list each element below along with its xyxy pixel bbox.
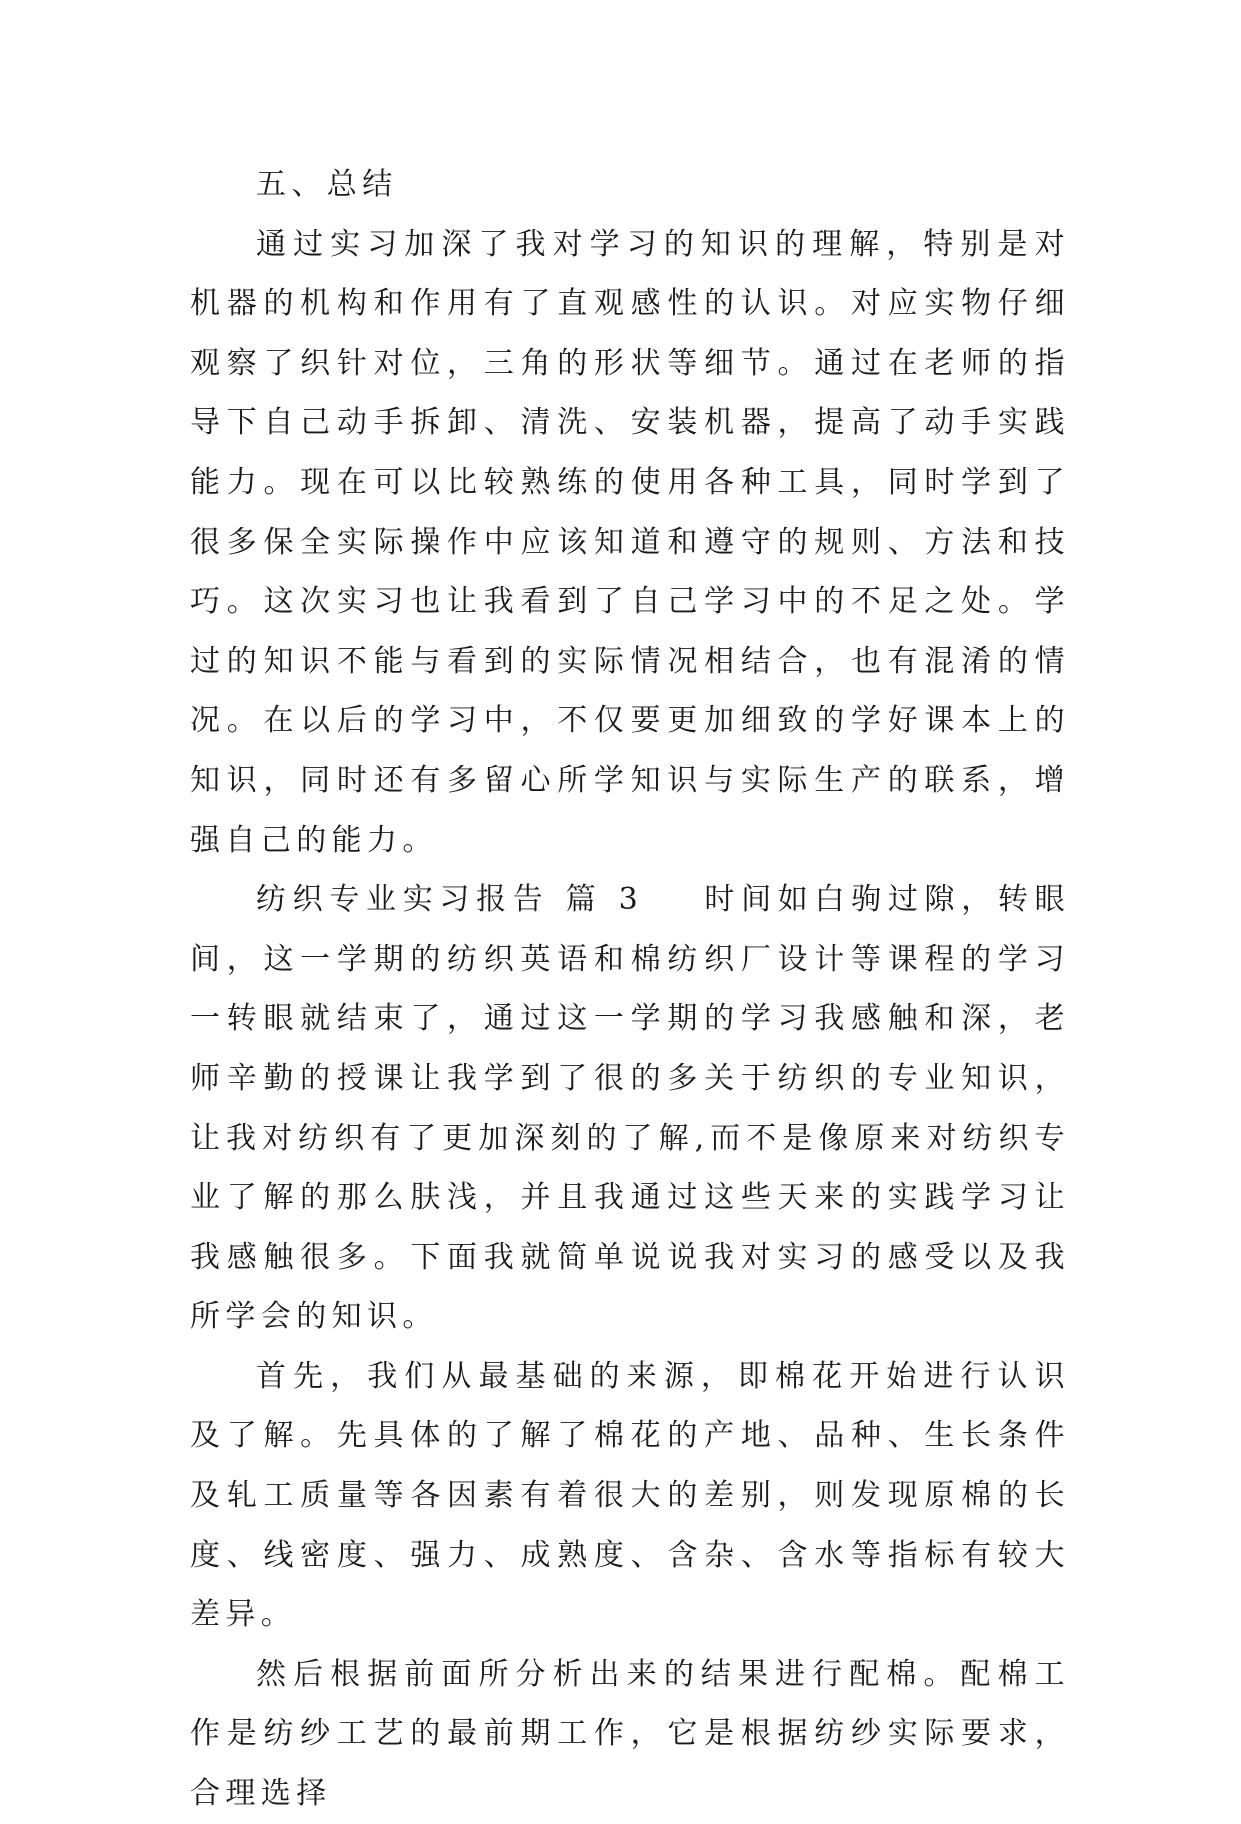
document-body: [190, 155, 1070, 1824]
cotton-paragraph: 首先，我们从最基础的来源，即棉花开始进行认识及了解。先具体的了解了棉花的产地、品种、生长条件及轧工质量等各因素有着很大的差别，则发现原棉的长度、线密度、强力、成熟度、含杂、含水等指标有较大差异。: [190, 1358, 1070, 1633]
report-intro-paragraph: [190, 870, 1070, 1347]
report-title: 纺织专业实习报告 篇 3: [256, 882, 644, 918]
blending-paragraph: 然后根据前面所分析出来的结果进行配棉。配棉工作是纺纱工艺的最前期工作，它是根据纺纱实际要求，合理选择: [190, 1656, 1070, 1812]
summary-paragraph: 通过实习加深了我对学习的知识的理解，特别是对机器的机构和作用有了直观感性的认识。对应实物仔细观察了织针对位，三角的形状等细节。通过在老师的指导下自己动手拆卸、清洗、安装机器，提高了动手实践能力。现在可以比较熟练的使用各种工具，同时学到了很多保全实际操作中应该知道和遵守的规则、方法和技巧。这次实习也让我看到了自己学习中的不足之处。学过的知识不能与看到的实际情况相结合，也有混淆的情况。在以后的学习中，不仅要更加细致的学好课本上的知识，同时还有多留心所学知识与实际生产的联系，增强自己的能力。: [190, 226, 1070, 858]
intro-text: 时间如白驹过隙，转眼间，这一学期的纺织英语和棉纺织厂设计等课程的学习一转眼就结束了，通过这一学期的学习我感触和深，老师辛勤的授课让我学到了很的多关于纺织的专业知识，让我对纺织有了更加深刻的了解,而不是像原来对纺织专业了解的那么肤浅，并且我通过这些天来的实践学习让我感触很多。下面我就简单说说我对实习的感受以及我所学会的知识。: [190, 882, 1070, 1335]
section-heading: 五、总结: [256, 167, 398, 202]
